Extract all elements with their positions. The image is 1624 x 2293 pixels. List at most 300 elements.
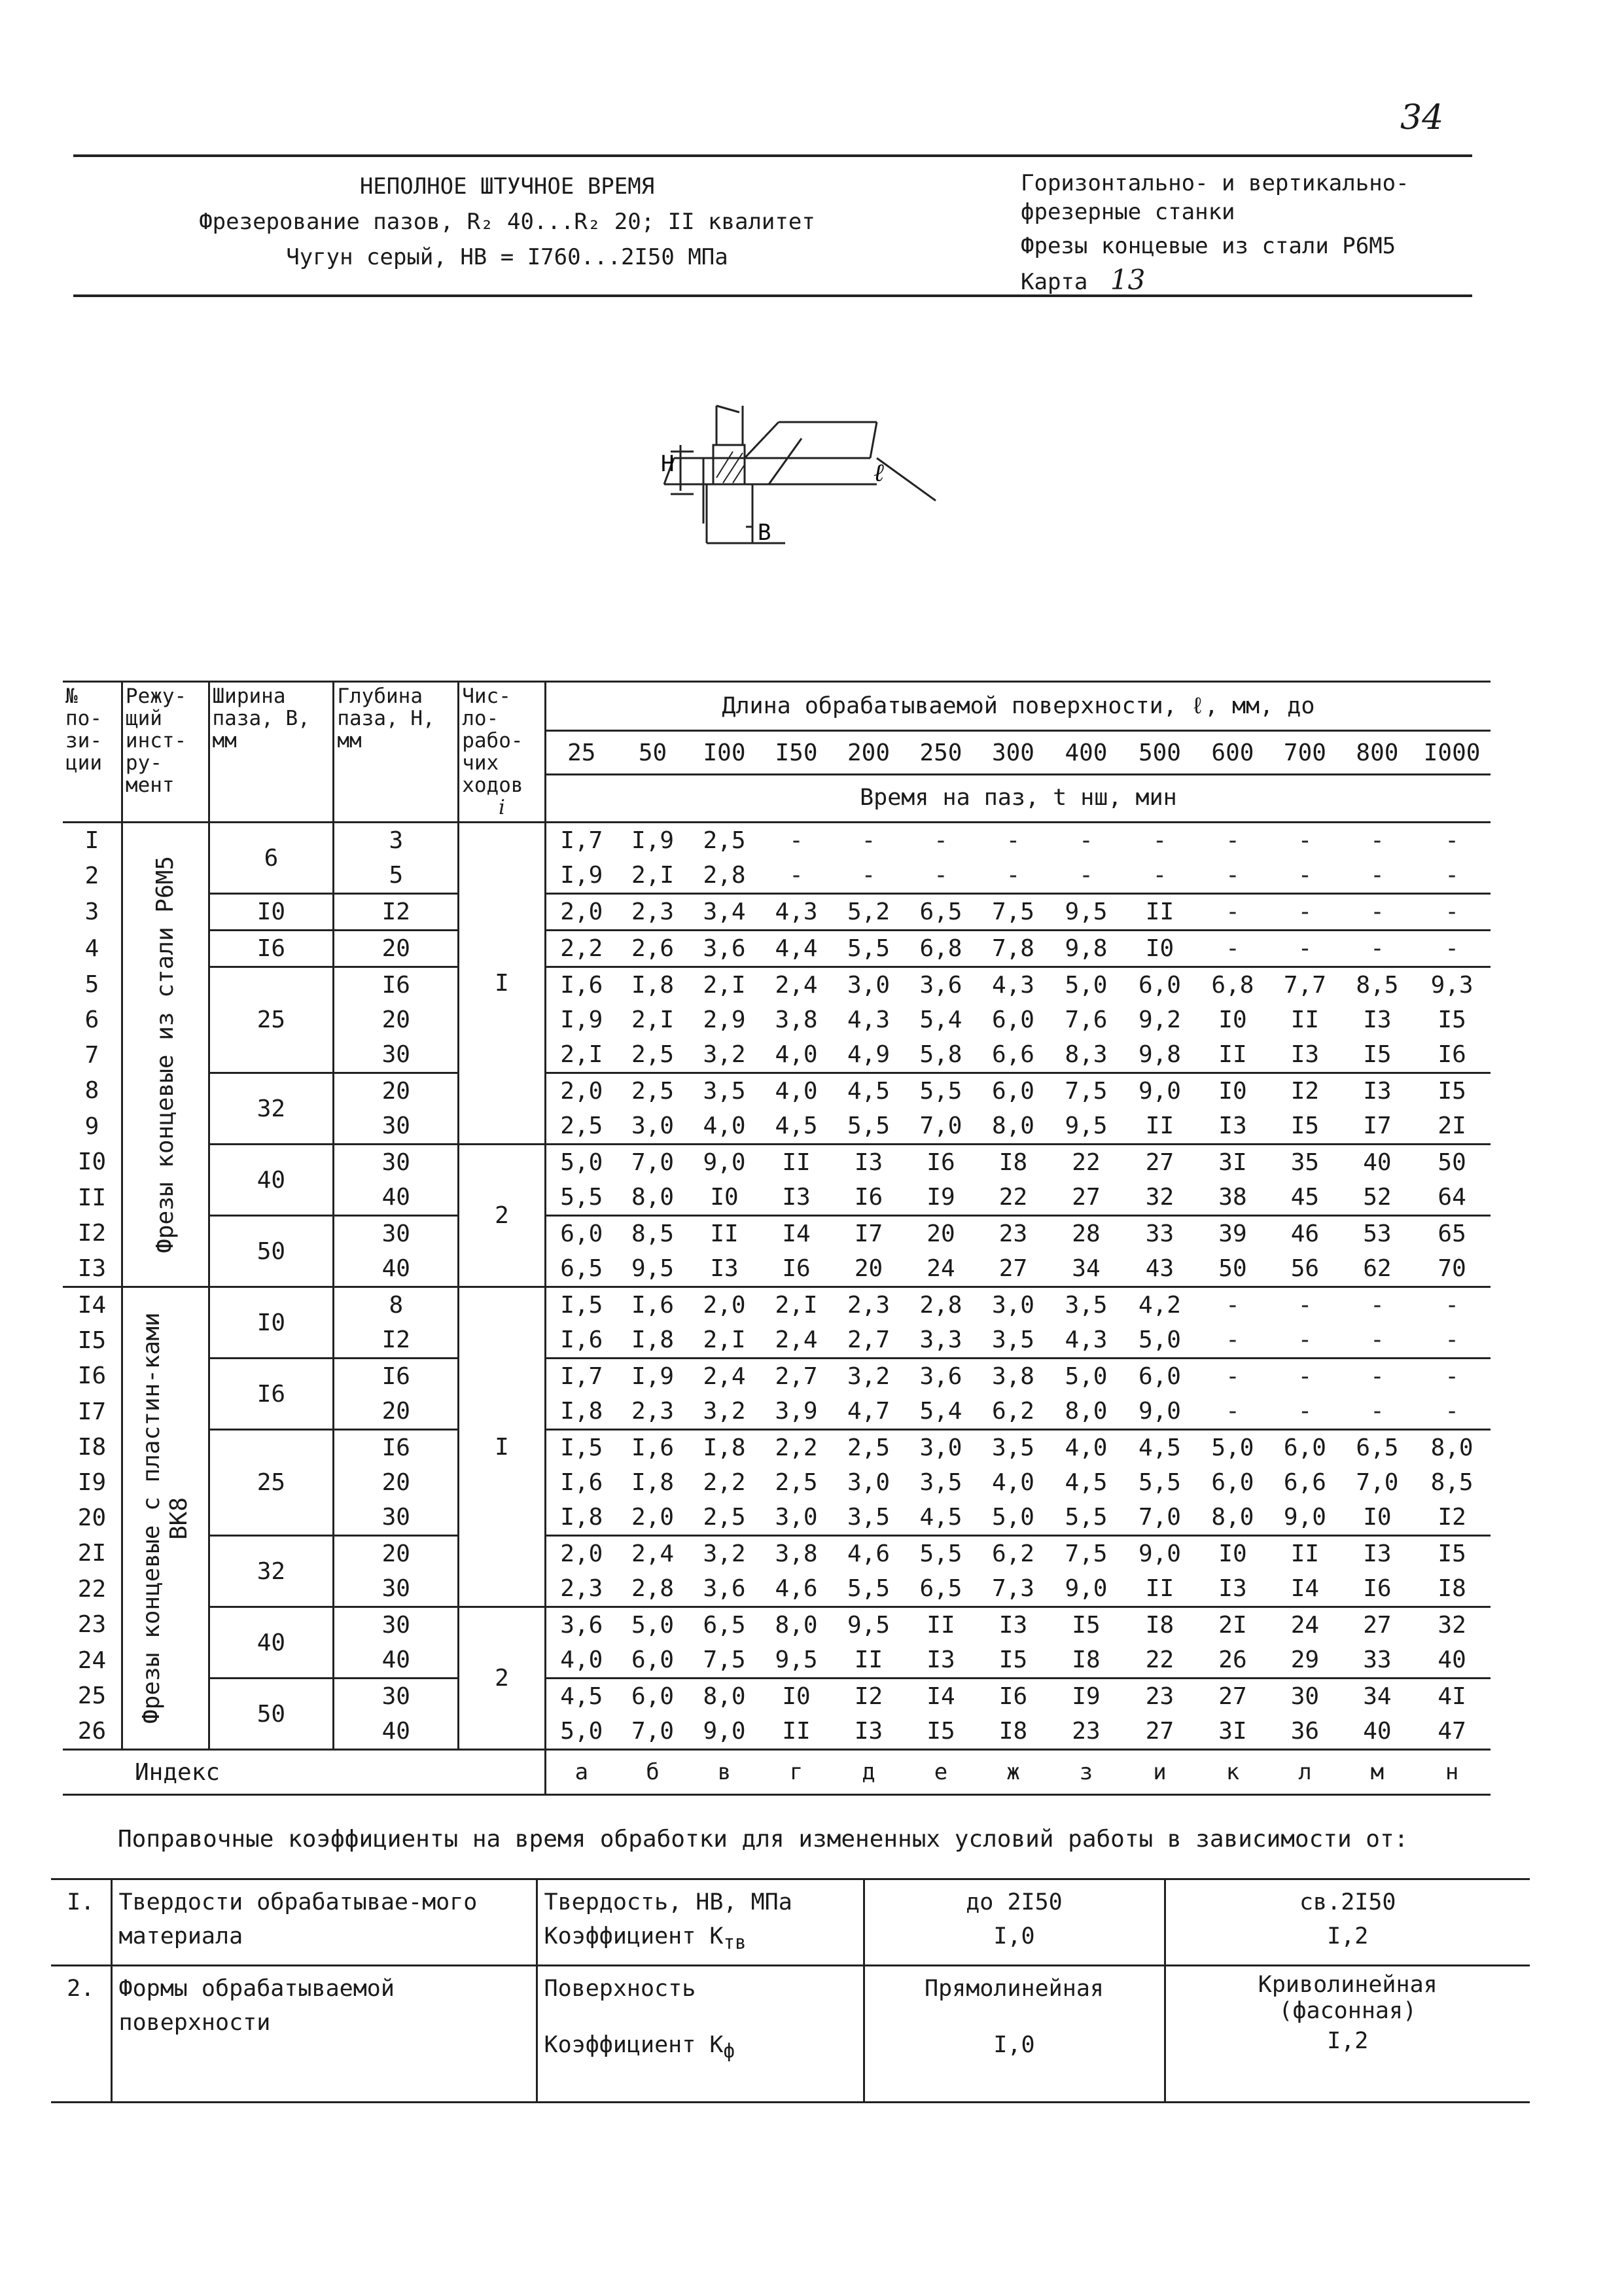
correction-title: Поправочные коэффициенты на время обработки для измененных условий работы в зависимости от:	[118, 1826, 1409, 1853]
position-cell: 4	[63, 931, 122, 967]
time-cell: 5,0	[1197, 1430, 1269, 1466]
width-cell: 50	[209, 1679, 334, 1750]
time-cell: 2,5	[703, 1504, 746, 1531]
coef-row2-col1-val: I,0	[993, 2032, 1035, 2058]
coef-row1-num: I.	[51, 1879, 111, 1966]
time-cell: 2,3	[832, 1287, 904, 1323]
table-row	[63, 1216, 1491, 1252]
time-cell: 4,5	[775, 1112, 818, 1139]
time-cell: -	[1197, 823, 1269, 859]
time-cell: 50	[1413, 1145, 1491, 1181]
width-cell: 6	[209, 823, 334, 894]
time-cell: II	[688, 1216, 760, 1252]
width-cell: I6	[209, 931, 334, 967]
position-cell: 20	[63, 1500, 122, 1536]
depth-cell: 20	[334, 1536, 459, 1572]
index-letter: м	[1341, 1750, 1413, 1795]
time-cell: I3	[1218, 1575, 1247, 1602]
coef-row2-coef-label: Коэффициент $К_ф$	[544, 2032, 735, 2062]
time-cell: 4,5	[832, 1073, 904, 1109]
position-cell: I5	[63, 1323, 122, 1359]
position-cell: I3	[63, 1251, 122, 1287]
time-cell: -	[1226, 1398, 1240, 1425]
time-cell: 8,5	[1341, 967, 1413, 1003]
time-cell: -	[1413, 931, 1491, 967]
width-cell: 32	[209, 1536, 334, 1607]
time-cell: 3,0	[631, 1112, 675, 1139]
time-cell: 2,I	[560, 1041, 603, 1068]
time-cell: 9,0	[1123, 1536, 1197, 1572]
doc-material: Чугун серый, НВ = I760...2I50 МПа	[286, 244, 728, 270]
time-cell: 5,5	[905, 1073, 977, 1109]
time-cell: 2,8	[905, 1287, 977, 1323]
tool-group-carbide	[122, 1287, 209, 1750]
time-cell: 5,0	[560, 1718, 603, 1745]
depth-cell: 20	[334, 1073, 459, 1109]
time-cell: 6,0	[1269, 1430, 1341, 1466]
table-row	[63, 1430, 1491, 1466]
time-cell: 36	[1290, 1718, 1320, 1745]
table-row	[63, 1679, 1491, 1715]
time-cell: 40	[1438, 1646, 1466, 1673]
position-cell: I9	[63, 1465, 122, 1500]
index-letter: и	[1123, 1750, 1197, 1795]
time-cell: I6	[977, 1679, 1049, 1715]
time-cell: I,8	[617, 967, 688, 1003]
time-cell: II	[1145, 1575, 1174, 1602]
coef-row1-param-label: Твердость, НВ, МПа	[544, 1889, 792, 1915]
index-letter: д	[832, 1750, 904, 1795]
time-cell: 4,3	[760, 894, 832, 931]
time-cell: 7,5	[1050, 1073, 1123, 1109]
time-cell: 2,7	[760, 1359, 832, 1395]
time-cell: II	[905, 1607, 977, 1643]
time-cell: 2,5	[832, 1430, 904, 1466]
depth-cell: 20	[334, 931, 459, 967]
coef-row1-col1-val: I,0	[993, 1923, 1035, 1949]
time-cell: 4,6	[775, 1575, 818, 1602]
time-cell: I7	[1363, 1112, 1392, 1139]
time-cell: I,9	[560, 862, 603, 889]
time-cell: 2,I	[631, 862, 675, 889]
length-head-6: 300	[991, 739, 1034, 766]
time-cell: II	[760, 1145, 832, 1181]
time-cell: -	[905, 823, 977, 859]
time-cell: 9,3	[1413, 967, 1491, 1003]
time-cell: 2,0	[545, 1073, 616, 1109]
time-cell: -	[1445, 1398, 1459, 1425]
coef-row2-params	[537, 1966, 864, 2103]
time-cell: 34	[1072, 1255, 1101, 1282]
time-cell: 3,0	[775, 1504, 818, 1531]
time-cell: 2,0	[688, 1287, 760, 1323]
card-label: Карта	[1021, 269, 1088, 295]
time-cell: 2,5	[631, 1041, 675, 1068]
time-cell: -	[1269, 1287, 1341, 1323]
time-cell: 2,5	[560, 1112, 603, 1139]
time-cell: I3	[1341, 1073, 1413, 1109]
time-cell: -	[934, 862, 948, 889]
depth-cell: 20	[334, 1394, 459, 1430]
time-cell: 5,0	[1050, 1359, 1123, 1395]
time-cell: 2,7	[847, 1326, 890, 1353]
position-cell: I0	[63, 1145, 122, 1181]
depth-cell: I2	[334, 1323, 459, 1359]
time-cell: 46	[1269, 1216, 1341, 1252]
time-cell: I3	[1341, 1536, 1413, 1572]
time-cell: -	[1341, 894, 1413, 931]
time-cell: 3,6	[905, 1359, 977, 1395]
time-cell: 22	[1145, 1646, 1174, 1673]
time-cell: I3	[1218, 1112, 1247, 1139]
time-cell: 3,0	[977, 1287, 1049, 1323]
time-cell: I0	[1363, 1504, 1392, 1531]
time-cell: I,6	[560, 1469, 603, 1496]
coef-row2-num: 2.	[51, 1966, 111, 2103]
time-cell: 9,0	[1123, 1073, 1197, 1109]
time-cell: 3,8	[775, 1006, 818, 1033]
coef-row2-col1-head: Прямолинейная	[925, 1976, 1104, 2002]
time-cell: 5,5	[832, 931, 904, 967]
time-cell: 6,0	[1123, 967, 1197, 1003]
time-cell: I3	[1363, 1006, 1392, 1033]
time-cell: 4,0	[1050, 1430, 1123, 1466]
position-cell: 22	[63, 1571, 122, 1607]
depth-cell: 40	[334, 1714, 459, 1750]
time-cell: 4,0	[760, 1073, 832, 1109]
position-cell: 9	[63, 1109, 122, 1145]
coef-row1-col1	[864, 1879, 1165, 1966]
time-cell: I6	[1438, 1041, 1466, 1068]
time-cell: I,8	[631, 1469, 675, 1496]
index-letter: з	[1050, 1750, 1123, 1795]
time-cell: 2,2	[703, 1469, 746, 1496]
time-cell: 2,3	[631, 1398, 675, 1425]
col-head-passes-text: Чис-ло-рабо-чих ходов	[462, 684, 523, 797]
time-cell: 3,5	[688, 1073, 760, 1109]
correction-table	[51, 1878, 1530, 2103]
time-cell: 2,4	[617, 1536, 688, 1572]
time-cell: 32	[1145, 1184, 1174, 1211]
width-cell: 25	[209, 1430, 334, 1536]
time-cell: 27	[1145, 1718, 1174, 1745]
time-cell: 40	[1363, 1718, 1392, 1745]
time-cell: I,7	[545, 823, 616, 859]
time-cell: 56	[1290, 1255, 1320, 1282]
time-cell: 4,0	[991, 1469, 1034, 1496]
time-cell: 4,0	[703, 1112, 746, 1139]
time-cell: 5,5	[847, 1575, 890, 1602]
time-cell: I,8	[560, 1504, 603, 1531]
time-cell: -	[1269, 894, 1341, 931]
slot-sketch	[641, 393, 942, 565]
machine-type-1: Горизонтально- и вертикально-	[1021, 170, 1409, 196]
time-cell: 7,3	[991, 1575, 1034, 1602]
time-cell: 2,5	[775, 1469, 818, 1496]
time-cell: 3,2	[832, 1359, 904, 1395]
time-cell: I5	[998, 1646, 1028, 1673]
time-cell: -	[1413, 1287, 1491, 1323]
time-cell: I,5	[545, 1287, 616, 1323]
time-cell: -	[1370, 862, 1385, 889]
time-cell: -	[1445, 1326, 1459, 1353]
time-cell: 65	[1413, 1216, 1491, 1252]
time-cell: I2	[1438, 1504, 1466, 1531]
length-head-12: I000	[1423, 739, 1481, 766]
header-right	[1021, 169, 1544, 296]
time-cell: 22	[1050, 1145, 1123, 1181]
time-cell: I0	[710, 1184, 739, 1211]
time-cell: I8	[1072, 1646, 1101, 1673]
coef-row2-col2	[1165, 1966, 1530, 2103]
doc-title: НЕПОЛНОЕ ШТУЧНОЕ ВРЕМЯ	[359, 173, 655, 200]
coef-row1-col1-head: до 2I50	[966, 1889, 1063, 1915]
position-cell: 8	[63, 1073, 122, 1109]
time-cell: 8,0	[1065, 1398, 1108, 1425]
position-cell: 5	[63, 967, 122, 1003]
time-cell: 8,5	[1430, 1469, 1474, 1496]
time-cell: 9,5	[775, 1646, 818, 1673]
time-cell: 3,5	[977, 1430, 1049, 1466]
table-row	[63, 967, 1491, 1003]
time-cell: 5,4	[919, 1398, 962, 1425]
time-cell: 7,8	[977, 931, 1049, 967]
time-cell: I,7	[545, 1359, 616, 1395]
length-head-0: 25	[567, 739, 596, 766]
index-letter: е	[905, 1750, 977, 1795]
time-cell: 7,7	[1269, 967, 1341, 1003]
time-cell: I6	[905, 1145, 977, 1181]
time-cell: 6,5	[560, 1255, 603, 1282]
time-cell: I8	[998, 1718, 1028, 1745]
time-cell: I,8	[560, 1398, 603, 1425]
coef-row1-col2-val: I,2	[1327, 1923, 1369, 1949]
position-cell: I4	[63, 1287, 122, 1323]
time-cell: -	[1413, 823, 1491, 859]
depth-cell: 40	[334, 1251, 459, 1287]
card-line	[1021, 266, 1544, 296]
index-label: Индекс	[63, 1750, 545, 1795]
time-cell: I,6	[617, 1287, 688, 1323]
time-cell: I0	[1197, 1073, 1269, 1109]
time-cell: 6,0	[617, 1679, 688, 1715]
time-cell: 3,9	[775, 1398, 818, 1425]
passes-cell: 2	[459, 1145, 546, 1287]
time-cell: -	[832, 823, 904, 859]
tool-type: Фрезы концевые из стали Р6М5	[1021, 233, 1396, 259]
time-cell: 6,5	[905, 894, 977, 931]
time-cell: 50	[1218, 1255, 1247, 1282]
time-cell: 39	[1197, 1216, 1269, 1252]
length-head-1: 50	[638, 739, 667, 766]
time-cell: 27	[1197, 1679, 1269, 1715]
time-cell: -	[1269, 1359, 1341, 1395]
time-cell: 2,5	[688, 823, 760, 859]
time-cell: 52	[1363, 1184, 1392, 1211]
depth-cell: 20	[334, 1465, 459, 1500]
time-cell: II	[1269, 1536, 1341, 1572]
time-cell: 3,2	[688, 1536, 760, 1572]
position-cell: II	[63, 1180, 122, 1216]
time-cell: I5	[1413, 1536, 1491, 1572]
time-cell: 9,5	[832, 1607, 904, 1643]
time-cell: I3	[927, 1646, 955, 1673]
time-cell: 9,0	[703, 1718, 746, 1745]
time-cell: 4,6	[832, 1536, 904, 1572]
time-cell: 6,0	[991, 1006, 1034, 1033]
time-cell: -	[1006, 862, 1021, 889]
index-letter: ж	[977, 1750, 1049, 1795]
time-cell: 32	[1413, 1607, 1491, 1643]
time-cell: 22	[998, 1184, 1028, 1211]
time-cell: -	[1297, 862, 1313, 889]
time-cell: 4,9	[847, 1041, 890, 1068]
time-cell: 4,3	[847, 1006, 890, 1033]
table-row	[63, 931, 1491, 967]
passes-symbol: i	[499, 796, 505, 819]
time-cell: 6,0	[631, 1646, 675, 1673]
time-cell: 2,0	[545, 894, 616, 931]
position-cell: 2	[63, 858, 122, 894]
time-cell: 6,0	[977, 1073, 1049, 1109]
time-cell: I,9	[617, 1359, 688, 1395]
time-cell: 23	[1072, 1718, 1101, 1745]
length-head-10: 700	[1283, 739, 1326, 766]
time-cell: II	[854, 1646, 883, 1673]
time-cell: 8,0	[631, 1184, 675, 1211]
time-cell: -	[1413, 1359, 1491, 1395]
time-cell: 5,0	[545, 1145, 616, 1181]
time-cell: -	[861, 862, 876, 889]
time-cell: 3,6	[545, 1607, 616, 1643]
width-cell: 50	[209, 1216, 334, 1287]
time-cell: 2,0	[631, 1504, 675, 1531]
doc-operation: Фрезерование пазов, R₂ 40...R₂ 20; II квалитет	[199, 209, 815, 235]
time-cell: 8,5	[617, 1216, 688, 1252]
time-cell: I0	[760, 1679, 832, 1715]
time-cell: 30	[1269, 1679, 1341, 1715]
time-cell: 3,2	[703, 1041, 746, 1068]
col-head-position: № по-зи-ции	[63, 682, 122, 823]
table-row	[63, 1073, 1491, 1109]
time-cell: I,5	[545, 1430, 616, 1466]
time-cell: 5,0	[1050, 967, 1123, 1003]
depth-cell: I6	[334, 1430, 459, 1466]
position-cell: I6	[63, 1359, 122, 1395]
machine-type-2: фрезерные станки	[1021, 199, 1235, 225]
position-cell: 6	[63, 1003, 122, 1037]
time-cell: 6,0	[1211, 1469, 1254, 1496]
time-cell: I3	[1290, 1041, 1320, 1068]
time-cell: 2,I	[760, 1287, 832, 1323]
time-cell: -	[1197, 1287, 1269, 1323]
length-head-9: 600	[1211, 739, 1254, 766]
time-cell: 70	[1438, 1255, 1466, 1282]
time-cell: 2,I	[631, 1006, 675, 1033]
position-cell: I7	[63, 1394, 122, 1430]
time-cell: 5,0	[1138, 1326, 1181, 1353]
position-cell: I8	[63, 1430, 122, 1466]
time-cell: 24	[1269, 1607, 1341, 1643]
position-cell: 26	[63, 1714, 122, 1750]
time-cell: 9,0	[1283, 1504, 1326, 1531]
length-head-7: 400	[1065, 739, 1108, 766]
time-cell: 3,6	[703, 1575, 746, 1602]
time-cell: I5	[927, 1718, 955, 1745]
time-cell: 8,0	[991, 1112, 1034, 1139]
time-cell: 33	[1123, 1216, 1197, 1252]
length-head-11: 800	[1356, 739, 1399, 766]
time-cell: -	[1079, 862, 1093, 889]
time-cell: I,9	[560, 1006, 603, 1033]
time-cell: 5,0	[991, 1504, 1034, 1531]
time-cell: 33	[1363, 1646, 1392, 1673]
time-cell: I,8	[631, 1326, 675, 1353]
time-cell: 4,5	[545, 1679, 616, 1715]
coef-row1-params	[537, 1879, 864, 1966]
time-cell: 4,0	[775, 1041, 818, 1068]
table-row	[63, 1536, 1491, 1572]
time-cell: I0	[1123, 931, 1197, 967]
time-cell: -	[1269, 931, 1341, 967]
index-letter: н	[1413, 1750, 1491, 1795]
time-cell: -	[977, 823, 1049, 859]
position-cell: 7	[63, 1037, 122, 1073]
time-cell: I8	[977, 1145, 1049, 1181]
depth-cell: 30	[334, 1571, 459, 1607]
time-cell: I5	[1438, 1006, 1466, 1033]
time-cell: 35	[1269, 1145, 1341, 1181]
time-cell: 20	[854, 1255, 883, 1282]
time-cell: -	[1197, 894, 1269, 931]
time-cell: 4I	[1413, 1679, 1491, 1715]
time-cell: 23	[977, 1216, 1049, 1252]
time-cell: 2,2	[545, 931, 616, 967]
time-cell: 2,4	[775, 1326, 818, 1353]
time-cell: -	[1297, 1326, 1313, 1353]
depth-cell: 5	[334, 858, 459, 894]
time-cell: 47	[1438, 1718, 1466, 1745]
time-cell: 6,2	[991, 1398, 1034, 1425]
time-cell: 5,5	[1065, 1504, 1108, 1531]
time-cell: -	[760, 823, 832, 859]
col-head-depth: Глубина паза, Н, мм	[334, 682, 459, 823]
depth-cell: 30	[334, 1145, 459, 1181]
time-cell: 43	[1145, 1255, 1174, 1282]
time-cell: -	[789, 862, 803, 889]
index-letter: к	[1197, 1750, 1269, 1795]
position-cell: 25	[63, 1679, 122, 1715]
time-cell: 4,7	[847, 1398, 890, 1425]
time-cell: -	[1341, 823, 1413, 859]
time-cell: 2,4	[760, 967, 832, 1003]
position-cell: I2	[63, 1216, 122, 1252]
position-cell: 3	[63, 894, 122, 931]
time-cell: 7,5	[977, 894, 1049, 931]
time-cell: 4,5	[1123, 1430, 1197, 1466]
time-cell: 3,4	[688, 894, 760, 931]
coef-row2-col1	[864, 1966, 1165, 2103]
time-cell: 4,5	[919, 1504, 962, 1531]
time-cell: 9,2	[1138, 1006, 1181, 1033]
time-cell: 6,8	[905, 931, 977, 967]
width-cell: I6	[209, 1359, 334, 1430]
time-cell: 5,4	[919, 1006, 962, 1033]
time-cell: I7	[832, 1216, 904, 1252]
time-cell: 4,5	[1065, 1469, 1108, 1496]
time-cell: I3	[977, 1607, 1049, 1643]
coef-row2-param-label: Поверхность	[544, 1976, 696, 2002]
